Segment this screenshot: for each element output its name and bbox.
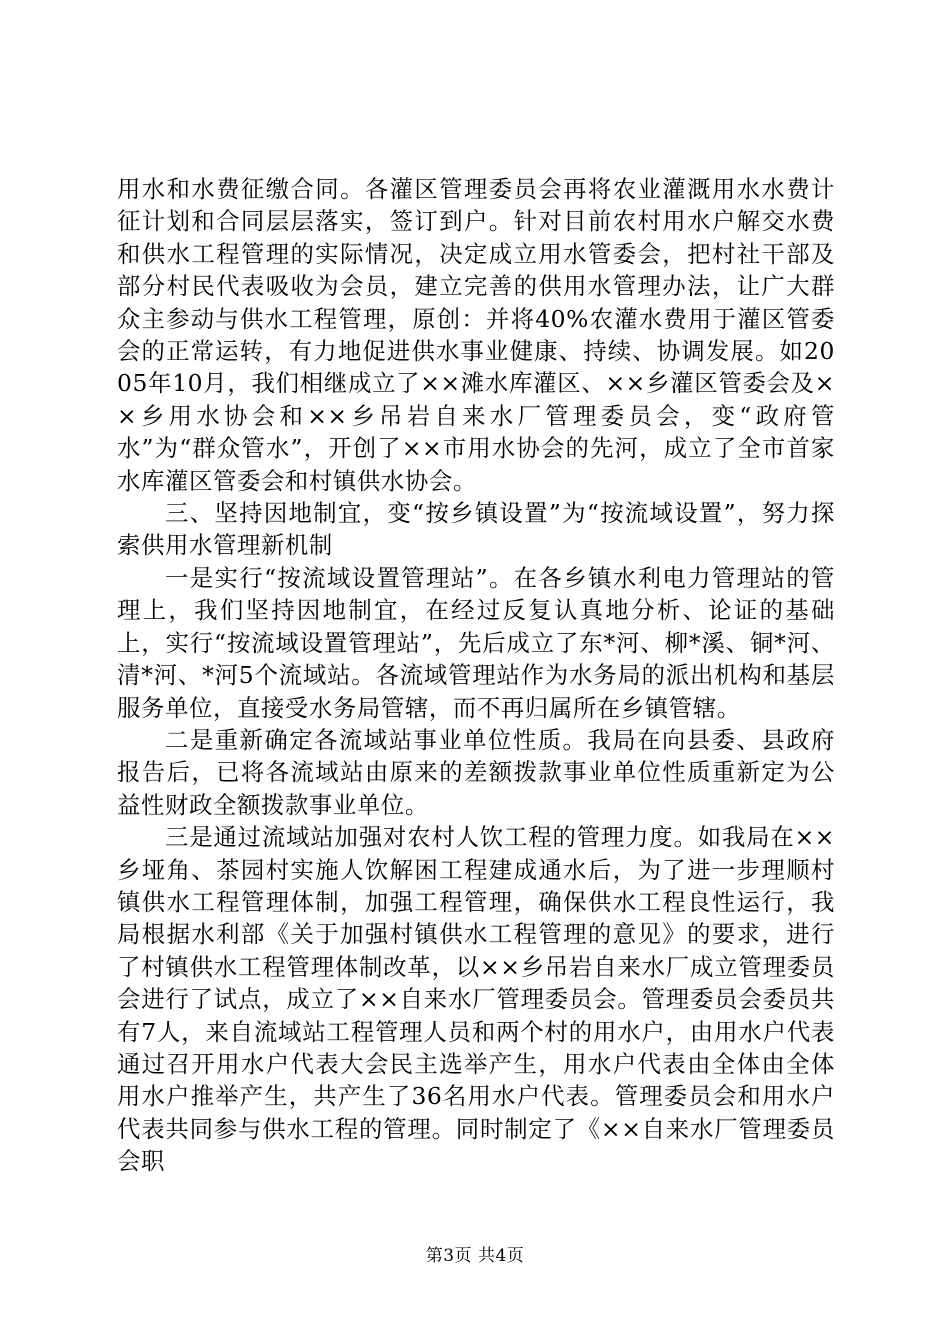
section-heading-3: 三、坚持因地制宜，变“按乡镇设置”为“按流域设置”，努力探索供用水管理新机制: [117, 499, 835, 560]
paragraph-1: 用水和水费征缴合同。各灌区管理委员会再将农业灌溉用水水费计征计划和合同层层落实，签订到户。针对目前农村用水户解交水费和供水工程管理的实际情况，决定成立用水管委会，把村社干部及部分村民代表吸收为会员，建立完善的供用水管理办法，让广大群众主参动与供水工程管理，原创：并将40%农灌水费用于灌区管委会的正常运转，有力地促进供水事业健康、持续、协调发展。如2005年10月，我们相继成立了××滩水库灌区、××乡灌区管委会及××乡用水协会和××乡吊岩自来水厂管理委员会，变“政府管水”为“群众管水”，开创了××市用水协会的先河，成立了全市首家水库灌区管委会和村镇供水协会。: [117, 175, 835, 495]
document-body: [117, 173, 835, 1178]
page-number-footer: 第3页 共4页: [425, 1246, 525, 1266]
paragraph-2: 一是实行“按流域设置管理站”。在各乡镇水利电力管理站的管理上，我们坚持因地制宜，在经过反复认真地分析、论证的基础上，实行“按流域设置管理站”，先后成立了东*河、柳*溪、铜*河、清*河、*河5个流域站。各流域管理站作为水务局的派出机构和基层服务单位，直接受水务局管辖，而不再归属所在乡镇管辖。: [117, 563, 835, 722]
paragraph-3: 二是重新确定各流域站事业单位性质。我局在向县委、县政府报告后，已将各流域站由原来的差额拨款事业单位性质重新定为公益性财政全额拨款事业单位。: [117, 725, 835, 819]
paragraph-4: 三是通过流域站加强对农村人饮工程的管理力度。如我局在××乡垭角、茶园村实施人饮解困工程建成通水后，为了进一步理顺村镇供水工程管理体制，加强工程管理，确保供水工程良性运行，我局根据水利部《关于加强村镇供水工程管理的意见》的要求，进行了村镇供水工程管理体制改革，以××乡吊岩自来水厂成立管理委员会进行了试点，成立了××自来水厂管理委员会。管理委员会委员共有7人，来自流域站工程管理人员和两个村的用水户，由用水户代表通过召开用水户代表大会民主选举产生，用水户代表由全体由全体用水户推举产生，共产生了36名用水户代表。管理委员会和用水户代表共同参与供水工程的管理。同时制定了《××自来水厂管理委员会职: [117, 823, 835, 1176]
